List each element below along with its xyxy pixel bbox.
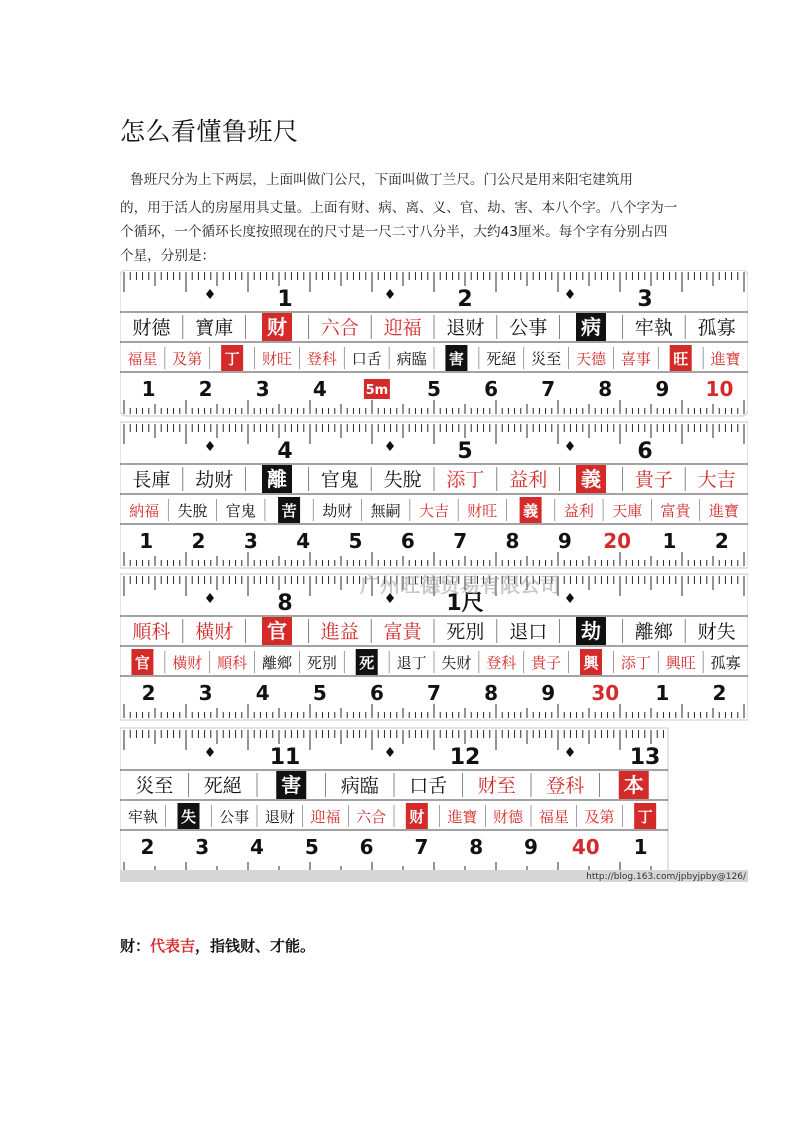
ruler-num-label: 1 bbox=[633, 835, 648, 859]
ruler-cm-label: 1尺 bbox=[446, 591, 484, 616]
ruler-num-label: 6 bbox=[369, 681, 384, 705]
ruler-bottom-char: 孤寡 bbox=[710, 654, 741, 672]
ruler-bottom-char: 添丁 bbox=[620, 654, 651, 672]
ruler-top-char: 死絕 bbox=[203, 775, 242, 797]
ruler-num-label: 8 bbox=[505, 529, 520, 553]
ruler-top-char: 财 bbox=[267, 315, 287, 339]
ruler-bottom-char: 退丁 bbox=[396, 654, 427, 672]
ruler-top-char: 病臨 bbox=[340, 775, 379, 797]
ruler-num-label: 7 bbox=[427, 681, 441, 705]
ruler-bottom-char: 死別 bbox=[306, 654, 337, 672]
ruler-cm-label: 5 bbox=[457, 439, 473, 464]
ruler-top-char: 貴子 bbox=[634, 469, 673, 491]
ruler-num-label: 3 bbox=[198, 681, 213, 705]
ruler-top-char: 富貴 bbox=[383, 621, 422, 643]
ruler-num-label: 3 bbox=[255, 377, 270, 401]
ruler-bottom-char: 無嗣 bbox=[370, 502, 401, 520]
ruler-num-label: 4 bbox=[312, 377, 327, 401]
ruler-bottom-char: 益利 bbox=[563, 502, 594, 520]
ruler-top-char: 六合 bbox=[320, 317, 359, 339]
ruler-num-label: 5m bbox=[365, 383, 389, 398]
ruler-bottom-char: 财 bbox=[409, 808, 425, 826]
ruler-bottom-char: 迎福 bbox=[310, 808, 341, 826]
ruler-bottom-char: 富貴 bbox=[660, 502, 691, 520]
ruler-num-label: 10 bbox=[705, 377, 734, 401]
paragraph-line-2: 的，用于活人的房屋用具丈量。上面有财、病、离、义、官、劫、害、本八个字。八个字为一个循环，一个循环长度按照现在的尺寸是一尺二寸八分半，大约43厘米。每个字有分别占四个星，分别是： bbox=[120, 200, 678, 264]
ruler-num-label: 4 bbox=[255, 681, 270, 705]
ruler-top-char: 病 bbox=[581, 315, 601, 339]
ruler-bottom-char: 喜事 bbox=[620, 350, 651, 368]
ruler-bottom-char: 橫财 bbox=[172, 654, 203, 672]
ruler-bottom-char: 進寶 bbox=[708, 502, 739, 520]
ruler-bottom-char: 死絕 bbox=[486, 350, 517, 368]
ruler-num-label: 6 bbox=[484, 377, 499, 401]
ruler-cm-label: 1 bbox=[277, 287, 293, 312]
caption-red: 代表吉 bbox=[150, 937, 196, 955]
ruler-num-label: 30 bbox=[591, 681, 620, 705]
ruler-bottom-char: 天德 bbox=[575, 350, 607, 368]
ruler-num-label: 2 bbox=[198, 377, 213, 401]
ruler-num-label: 4 bbox=[296, 529, 311, 553]
caption-prefix: 财： bbox=[120, 937, 151, 955]
ruler-bottom-char: 貴子 bbox=[531, 654, 562, 672]
ruler-bottom-char: 納福 bbox=[129, 502, 160, 520]
ruler-top-char: 退财 bbox=[446, 317, 485, 339]
luban-ruler-image bbox=[120, 270, 748, 882]
ruler-bottom-char: 順科 bbox=[217, 654, 248, 672]
ruler-top-char: 災至 bbox=[135, 775, 174, 797]
ruler-num-label: 20 bbox=[603, 529, 632, 553]
ruler-num-label: 6 bbox=[359, 835, 374, 859]
ruler-top-char: 橫财 bbox=[195, 621, 234, 643]
ruler-top-char: 口舌 bbox=[409, 775, 448, 797]
ruler-bottom-char: 災至 bbox=[531, 350, 562, 368]
ruler-top-char: 害 bbox=[281, 773, 302, 797]
ruler-num-label: 5 bbox=[304, 835, 319, 859]
ruler-bottom-char: 财旺 bbox=[467, 502, 498, 520]
ruler-top-char: 失脫 bbox=[383, 469, 422, 491]
ruler-bottom-char: 旺 bbox=[673, 350, 689, 368]
ruler-top-char: 添丁 bbox=[446, 469, 485, 491]
ruler-bottom-char: 六合 bbox=[356, 808, 387, 826]
ruler-bottom-char: 丁 bbox=[637, 808, 653, 826]
ruler-cm-label: 4 bbox=[277, 439, 293, 464]
page-title: 怎么看懂鲁班尺 bbox=[120, 117, 299, 146]
ruler-top-char: 順科 bbox=[132, 621, 171, 643]
ruler-top-char: 長庫 bbox=[132, 469, 171, 491]
ruler-top-char: 劫财 bbox=[195, 469, 234, 491]
ruler-top-char: 寶庫 bbox=[195, 317, 234, 339]
ruler-bottom-char: 死 bbox=[359, 654, 375, 672]
ruler-bottom-char: 退财 bbox=[264, 808, 295, 826]
ruler-cm-label: 6 bbox=[637, 439, 653, 464]
ruler-num-label: 8 bbox=[469, 835, 484, 859]
ruler-num-label: 5 bbox=[427, 377, 441, 401]
ruler-top-char: 本 bbox=[623, 773, 644, 797]
ruler-num-label: 2 bbox=[140, 835, 155, 859]
ruler-num-label: 9 bbox=[524, 835, 538, 859]
ruler-bottom-char: 财德 bbox=[493, 808, 524, 826]
ruler-num-label: 7 bbox=[414, 835, 429, 859]
ruler-num-label: 7 bbox=[453, 529, 468, 553]
ruler-cm-label: 11 bbox=[269, 745, 301, 770]
ruler-num-label: 2 bbox=[141, 681, 156, 705]
ruler-bottom-char: 及第 bbox=[584, 808, 615, 826]
ruler-bottom-char: 興旺 bbox=[665, 654, 696, 672]
ruler-bottom-char: 福星 bbox=[538, 808, 569, 826]
ruler-num-label: 9 bbox=[557, 529, 572, 553]
ruler-top-char: 迎福 bbox=[383, 317, 422, 339]
ruler-credit-text: http://blog.163.com/jpbyjpby@126/ bbox=[586, 872, 746, 882]
ruler-num-label: 1 bbox=[655, 681, 670, 705]
ruler-top-char: 官鬼 bbox=[320, 469, 359, 491]
ruler-bottom-char: 害 bbox=[448, 350, 464, 368]
ruler-num-label: 8 bbox=[598, 377, 613, 401]
ruler-top-char: 義 bbox=[581, 467, 601, 491]
ruler-top-char: 财失 bbox=[697, 621, 736, 643]
ruler-bottom-char: 進寶 bbox=[447, 808, 478, 826]
ruler-top-char: 财德 bbox=[132, 317, 171, 339]
ruler-top-char: 牢執 bbox=[634, 317, 673, 339]
ruler-top-char: 大吉 bbox=[697, 469, 736, 491]
ruler-num-label: 1 bbox=[141, 377, 156, 401]
ruler-bottom-char: 口舌 bbox=[351, 350, 382, 368]
ruler-bottom-char: 官鬼 bbox=[225, 502, 256, 520]
ruler-top-char: 益利 bbox=[509, 469, 548, 491]
ruler-top-char: 退口 bbox=[509, 621, 548, 643]
paragraph-line-1: 鲁班尺分为上下两层，上面叫做门公尺，下面叫做丁兰尺。门公尺是用来阳宅建筑用 bbox=[130, 172, 633, 188]
ruler-num-label: 1 bbox=[139, 529, 154, 553]
ruler-cm-label: 12 bbox=[449, 745, 481, 770]
ruler-bottom-char: 失 bbox=[180, 808, 197, 826]
ruler-top-char: 公事 bbox=[509, 317, 548, 339]
ruler-top-char: 财至 bbox=[477, 775, 516, 797]
ruler-top-char: 離 bbox=[267, 467, 287, 491]
ruler-cm-label: 8 bbox=[277, 591, 293, 616]
ruler-bottom-char: 苦 bbox=[281, 502, 297, 520]
ruler-bottom-char: 大吉 bbox=[418, 502, 450, 520]
ruler-top-char: 死別 bbox=[446, 621, 485, 643]
caption-rest: ，指钱财、才能。 bbox=[195, 937, 316, 955]
ruler-num-label: 9 bbox=[541, 681, 556, 705]
ruler-num-label: 40 bbox=[571, 835, 600, 859]
ruler-bottom-char: 丁 bbox=[224, 350, 240, 368]
ruler-num-label: 6 bbox=[400, 529, 415, 553]
ruler-bottom-char: 福星 bbox=[127, 350, 158, 368]
ruler-cm-label: 2 bbox=[457, 287, 473, 312]
ruler-bottom-char: 義 bbox=[523, 502, 539, 520]
ruler-num-label: 7 bbox=[541, 377, 556, 401]
ruler-num-label: 2 bbox=[191, 529, 206, 553]
ruler-num-label: 4 bbox=[250, 835, 264, 859]
intro-paragraph bbox=[120, 168, 680, 268]
ruler-top-char: 劫 bbox=[581, 619, 601, 643]
ruler-bottom-char: 登科 bbox=[306, 350, 337, 368]
ruler-svg bbox=[120, 270, 748, 882]
ruler-num-label: 1 bbox=[662, 529, 677, 553]
ruler-watermark: 广州旺德贸易有限公司 bbox=[360, 573, 560, 597]
ruler-num-label: 2 bbox=[712, 681, 727, 705]
caption-cai bbox=[120, 935, 315, 956]
ruler-top-char: 登科 bbox=[546, 775, 585, 797]
ruler-bottom-char: 牢執 bbox=[127, 808, 158, 826]
ruler-num-label: 3 bbox=[243, 529, 258, 553]
ruler-num-label: 2 bbox=[714, 529, 729, 553]
ruler-bottom-char: 财旺 bbox=[261, 350, 293, 368]
ruler-bottom-char: 離鄉 bbox=[261, 654, 293, 672]
ruler-num-label: 8 bbox=[484, 681, 499, 705]
ruler-bottom-char: 登科 bbox=[486, 654, 517, 672]
ruler-num-label: 5 bbox=[312, 681, 327, 705]
ruler-top-char: 離鄉 bbox=[634, 621, 673, 643]
ruler-num-label: 5 bbox=[348, 529, 363, 553]
ruler-bottom-char: 公事 bbox=[219, 808, 250, 826]
ruler-bottom-char: 及第 bbox=[172, 350, 203, 368]
ruler-top-char: 官 bbox=[267, 619, 287, 643]
ruler-cm-label: 3 bbox=[637, 287, 653, 312]
ruler-bottom-char: 天庫 bbox=[612, 502, 643, 520]
ruler-top-char: 孤寡 bbox=[697, 317, 736, 339]
ruler-num-label: 3 bbox=[195, 835, 210, 859]
ruler-bottom-char: 興 bbox=[583, 654, 599, 672]
ruler-top-char: 進益 bbox=[320, 621, 359, 643]
ruler-bottom-char: 官 bbox=[134, 654, 150, 672]
ruler-bottom-char: 進寶 bbox=[710, 350, 741, 368]
ruler-bottom-char: 病臨 bbox=[396, 350, 427, 368]
ruler-cm-label: 13 bbox=[629, 745, 661, 770]
ruler-num-label: 9 bbox=[655, 377, 670, 401]
ruler-bottom-char: 劫财 bbox=[322, 502, 353, 520]
ruler-bottom-char: 失脫 bbox=[177, 502, 208, 520]
ruler-bottom-char: 失财 bbox=[441, 654, 472, 672]
